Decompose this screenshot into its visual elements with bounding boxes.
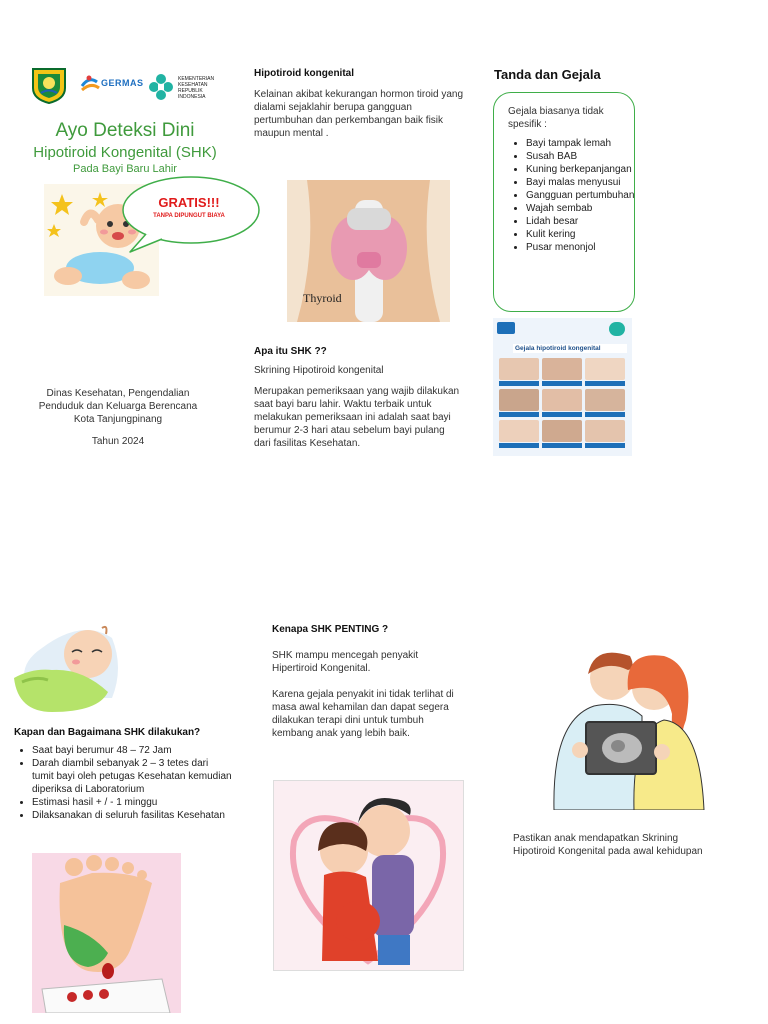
shk-description: Merupakan pemeriksaan yang wajib dilakukan saat bayi baru lahir. Waktu terbaik untuk melakukan pemeriksaan ini adalah saat bayi berumur 2-3 hari atau sebelum bayi pulang dari fasilitas Kesehatan. bbox=[254, 386, 460, 449]
kenapa-para-1: SHK mampu mencegah penyakit Hipertiroid Kongenital. bbox=[272, 650, 419, 674]
kapan-item: • Dilaksanakan di seluruh fasilitas Kesehatan bbox=[32, 809, 232, 822]
poster-photo-thumb bbox=[585, 389, 625, 411]
title-line-2: Hipotiroid Kongenital (SHK) bbox=[33, 144, 217, 161]
kemenkes-logo-text: KEMENTERIAN KESEHATAN REPUBLIK INDONESIA bbox=[178, 76, 215, 100]
germas-logo-text: GERMAS bbox=[101, 78, 144, 88]
symptom-item: • Bayi tampak lemah bbox=[526, 137, 638, 150]
symptom-item: • Kuning berkepanjangan bbox=[526, 163, 638, 176]
kemenkes-mini-icon bbox=[609, 322, 625, 336]
symptom-item: • Bayi malas menyusui bbox=[526, 176, 638, 189]
gejala-poster bbox=[493, 318, 632, 456]
symptoms-box bbox=[493, 92, 635, 312]
poster-photo-caption-bar bbox=[542, 412, 582, 417]
poster-photo-thumb bbox=[542, 389, 582, 411]
hipotiroid-heading: Hipotiroid kongenital bbox=[254, 68, 354, 79]
year-text: Tahun 2024 bbox=[91, 436, 145, 447]
poster-photo-thumb bbox=[585, 420, 625, 442]
poster-title: Gejala hipotiroid kongenital bbox=[513, 344, 627, 353]
kenapa-heading: Kenapa SHK PENTING ? bbox=[272, 624, 389, 635]
poster-photo-caption-bar bbox=[542, 443, 582, 448]
symptom-item: • Pusar menonjol bbox=[526, 241, 638, 254]
apa-itu-shk-heading: Apa itu SHK ?? bbox=[254, 346, 327, 357]
kapan-heading: Kapan dan Bagaimana SHK dilakukan? bbox=[14, 727, 201, 738]
symptom-item: • Kulit kering bbox=[526, 228, 638, 241]
symptom-item: • Wajah sembab bbox=[526, 202, 638, 215]
kapan-list bbox=[18, 744, 232, 822]
tanda-gejala-heading: Tanda dan Gejala bbox=[494, 67, 601, 82]
poster-photo-thumb bbox=[542, 358, 582, 380]
symptom-item: • Susah BAB bbox=[526, 150, 638, 163]
gratis-text: GRATIS!!! bbox=[158, 195, 220, 210]
organization-name: Dinas Kesehatan, Pengendalian Penduduk dan Keluarga Berencana Kota Tanjungpinang bbox=[38, 388, 198, 425]
poster-photo-caption-bar bbox=[585, 412, 625, 417]
kapan-item: • Saat bayi berumur 48 – 72 Jam bbox=[32, 744, 232, 757]
heel-prick-illustration bbox=[32, 853, 181, 1013]
title-line-1: Ayo Deteksi Dini bbox=[55, 120, 195, 141]
symptom-item: • Lidah besar bbox=[526, 215, 638, 228]
poster-photo-thumb bbox=[499, 420, 539, 442]
poster-logo-icon bbox=[497, 322, 515, 334]
kapan-item: • Estimasi hasil + / - 1 minggu bbox=[32, 796, 232, 809]
poster-photo-thumb bbox=[542, 420, 582, 442]
poster-photo-thumb bbox=[499, 358, 539, 380]
regional-emblem-logo bbox=[30, 66, 68, 104]
title-line-3: Pada Bayi Baru Lahir bbox=[73, 163, 177, 175]
poster-photo-caption-bar bbox=[542, 381, 582, 386]
kenapa-para-2: Karena gejala penyakit ini tidak terlihat di masa awal kehamilan dan dapat segera dilakukan terapi dini untuk tumbuh kembang anak yang lebih baik. bbox=[272, 689, 454, 739]
kapan-item: • Darah diambil sebanyak 2 – 3 tetes dari tumit bayi oleh petugas Kesehatan kemudian diperiksa di Laboratorium bbox=[32, 757, 232, 796]
pregnant-couple-illustration bbox=[273, 780, 464, 971]
parents-ultrasound-illustration bbox=[524, 640, 712, 810]
symptoms-list bbox=[512, 137, 638, 254]
poster-photo-caption-bar bbox=[585, 381, 625, 386]
sleeping-baby-illustration bbox=[12, 608, 124, 718]
poster-photo-thumb bbox=[585, 358, 625, 380]
hipotiroid-description: Kelainan akibat kekurangan hormon tiroid yang dialami sejaklahir berupa gangguan pertumbuhan dan perkembangan baik fisik maupun mental . bbox=[254, 89, 464, 139]
symptom-item: • Gangguan pertumbuhan bbox=[526, 189, 638, 202]
tanpa-biaya-text: TANPA DIPUNGUT BIAYA bbox=[153, 213, 225, 219]
poster-photo-caption-bar bbox=[499, 412, 539, 417]
symptoms-intro: Gejala biasanya tidak spesifik : bbox=[508, 106, 604, 130]
kemenkes-logo bbox=[148, 73, 218, 103]
poster-photo-caption-bar bbox=[499, 381, 539, 386]
pastikan-caption: Pastikan anak mendapatkan Skrining Hipotiroid Kongenital pada awal kehidupan bbox=[513, 833, 703, 857]
poster-photo-thumb bbox=[499, 389, 539, 411]
poster-photo-caption-bar bbox=[585, 443, 625, 448]
poster-photo-caption-bar bbox=[499, 443, 539, 448]
germas-logo bbox=[79, 72, 143, 96]
gratis-speech-bubble bbox=[118, 172, 260, 256]
thyroid-illustration bbox=[287, 180, 450, 322]
thyroid-label: Thyroid bbox=[303, 291, 342, 305]
shk-full-name: Skrining Hipotiroid kongenital bbox=[254, 365, 384, 376]
poster-photo-grid bbox=[499, 358, 627, 452]
